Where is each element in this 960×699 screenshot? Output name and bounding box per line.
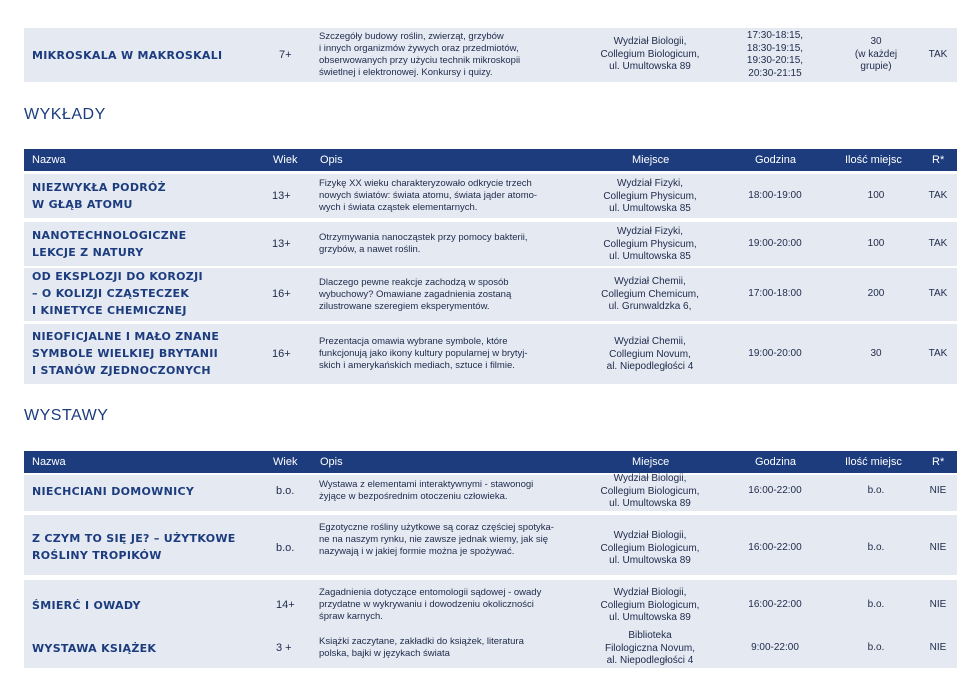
exhibition-time: 16:00-22:00 (748, 542, 802, 553)
exhibition-time: 9:00-22:00 (751, 642, 799, 653)
column-header-place: Miejsce (632, 456, 670, 468)
lecture-capacity: 100 (867, 190, 885, 201)
event-description: Szczegóły budowy roślin, zwierząt, grzybów i innych organizmów żywych oraz przedmiotów, obserwowanych przy użyciu technik mikroskopii świetlnej i elektronowej. Konkursy i quizy. (319, 31, 521, 78)
section-title-lectures: WYKŁADY (24, 106, 106, 123)
lecture-description: Fizykę XX wieku charakteryzowało odkrycie trzech nowych światów: świata atomu, świata jąder atomo- wych i świata cząstek elementarnych. (319, 178, 538, 213)
lecture-name: OD EKSPLOZJI DO KOROZJI – O KOLIZJI CZĄSTECZEK I KINETYCE CHEMICZNEJ (32, 270, 203, 317)
exhibition-place: Wydział Biologii, Collegium Biologicum, ul. Umultowska 89 (600, 473, 700, 509)
table-header (24, 149, 957, 171)
lecture-registration: TAK (928, 348, 948, 359)
lecture-age: 16+ (272, 288, 291, 300)
section-title-exhibitions: WYSTAWY (24, 407, 109, 424)
lecture-capacity: 30 (870, 348, 882, 359)
exhibition-capacity: b.o. (867, 642, 885, 653)
exhibition-age: 3 + (276, 642, 292, 654)
exhibition-registration: NIE (929, 542, 947, 553)
column-header-time: Godzina (755, 154, 796, 166)
exhibition-registration: NIE (929, 599, 947, 610)
column-header-capacity: Ilość miejsc (845, 456, 902, 468)
event-name: MIKROSKALA W MAKROSKALI (32, 49, 223, 62)
event-age: 7+ (279, 49, 292, 61)
column-header-time: Godzina (755, 456, 796, 468)
column-header-capacity: Ilość miejsc (845, 154, 902, 166)
lecture-name: NANOTECHNOLOGICZNE LEKCJE Z NATURY (32, 229, 187, 259)
event-place: Wydział Biologii, Collegium Biologicum, ul. Umultowska 89 (600, 36, 700, 72)
lecture-age: 16+ (272, 348, 291, 360)
lecture-place: Wydział Fizyki, Collegium Physicum, ul. Umultowska 85 (603, 178, 697, 214)
table-header (24, 451, 957, 473)
exhibition-place: Biblioteka Filologiczna Novum, al. Niepodległości 4 (604, 630, 696, 666)
exhibition-age: b.o. (276, 542, 295, 554)
lecture-name: NIEZWYKŁA PODRÓŻ W GŁĄB ATOMU (32, 181, 166, 211)
exhibition-description: Egzotyczne rośliny użytkowe są coraz częściej spotyka- ne na naszym rynku, nie zawsze jednak wiemy, jak się nazywają i w jakiej formie można je spożywać. (319, 522, 554, 557)
lecture-place: Wydział Chemii, Collegium Novum, al. Niepodległości 4 (606, 336, 694, 372)
column-header-name: Nazwa (32, 456, 66, 468)
column-header-place: Miejsce (632, 154, 670, 166)
lecture-description: Prezentacja omawia wybrane symbole, które funkcjonują jako ikony kultury popularnej w brytyj- skich i amerykańskich mediach, sztuce i filmie. (319, 336, 528, 371)
exhibition-time: 16:00-22:00 (748, 599, 802, 610)
lecture-registration: TAK (928, 190, 948, 201)
column-header-age: Wiek (273, 456, 298, 468)
column-header-description: Opis (320, 456, 343, 468)
column-header-registration: R* (932, 456, 945, 468)
exhibition-name: WYSTAWA KSIĄŻEK (32, 642, 157, 655)
exhibition-description: Wystawa z elementami interaktywnymi - stawonogi żyjące w bezpośrednim otoczeniu człowieka. (319, 479, 534, 502)
exhibition-capacity: b.o. (867, 599, 885, 610)
lecture-place: Wydział Fizyki, Collegium Physicum, ul. Umultowska 85 (603, 226, 697, 262)
exhibition-registration: NIE (929, 485, 947, 496)
lecture-time: 19:00-20:00 (748, 348, 802, 359)
column-header-name: Nazwa (32, 154, 66, 166)
exhibition-capacity: b.o. (867, 485, 885, 496)
event-capacity: 30 (w każdej grupie) (854, 36, 898, 72)
lecture-description: Dlaczego pewne reakcje zachodzą w sposób wybuchowy? Omawiane zagadnienia zostaną zilustrowane szeregiem eksperymentów. (319, 277, 512, 312)
column-header-age: Wiek (273, 154, 298, 166)
exhibition-age: 14+ (276, 599, 295, 611)
lecture-registration: TAK (928, 238, 948, 249)
event-registration: TAK (928, 49, 948, 60)
lecture-capacity: 100 (867, 238, 885, 249)
exhibition-description: Książki zaczytane, zakładki do książek, literatura polska, bajki w językach świata (319, 636, 524, 659)
exhibition-registration: NIE (929, 642, 947, 653)
lecture-description: Otrzymywania nanocząstek przy pomocy bakterii, grzybów, a nawet roślin. (319, 232, 528, 255)
lecture-age: 13+ (272, 190, 291, 202)
exhibition-age: b.o. (276, 485, 295, 497)
exhibition-name: NIECHCIANI DOMOWNICY (32, 485, 195, 498)
exhibition-place: Wydział Biologii, Collegium Biologicum, ul. Umultowska 89 (600, 530, 700, 566)
lecture-time: 17:00-18:00 (748, 288, 802, 299)
exhibition-place: Wydział Biologii, Collegium Biologicum, ul. Umultowska 89 (600, 587, 700, 623)
lecture-name: NIEOFICJALNE I MAŁO ZNANE SYMBOLE WIELKIEJ BRYTANII I STANÓW ZJEDNOCZONYCH (32, 330, 220, 377)
lecture-capacity: 200 (867, 288, 885, 299)
exhibition-capacity: b.o. (867, 542, 885, 553)
exhibition-name: ŚMIERĆ I OWADY (32, 599, 141, 612)
lecture-time: 19:00-20:00 (748, 238, 802, 249)
lecture-place: Wydział Chemii, Collegium Chemicum, ul. Grunwaldzka 6, (601, 276, 699, 312)
lecture-age: 13+ (272, 238, 291, 250)
column-header-registration: R* (932, 154, 945, 166)
exhibition-description: Zagadnienia dotyczące entomologii sądowej - owady przydatne w wykrywaniu i dowodzeniu okoliczności śpraw karnych. (319, 587, 542, 622)
lecture-time: 18:00-19:00 (748, 190, 802, 201)
exhibition-name: Z CZYM TO SIĘ JE? – UŻYTKOWE ROŚLINY TROPIKÓW (32, 532, 236, 562)
column-header-description: Opis (320, 154, 343, 166)
lecture-registration: TAK (928, 288, 948, 299)
exhibition-time: 16:00-22:00 (748, 485, 802, 496)
event-time: 17:30-18:15, 18:30-19:15, 19:30-20:15, 20:30-21:15 (746, 30, 804, 79)
